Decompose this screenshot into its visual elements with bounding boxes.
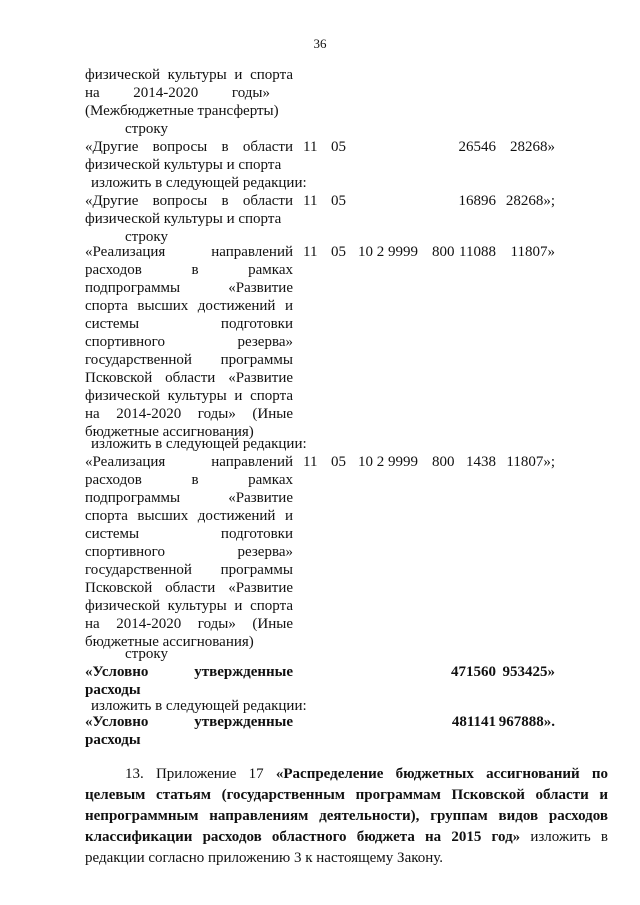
text-line: расходов в рамках	[85, 262, 293, 278]
amount-2014: 16896	[458, 193, 496, 209]
amount-2015: 28268»;	[505, 193, 555, 209]
text-line: «Условно утвержденные	[85, 664, 293, 680]
instruction-line: строку	[125, 121, 168, 137]
text-line: (Межбюджетные трансферты)	[85, 103, 279, 119]
text-line: Псковской области «Развитие	[85, 580, 293, 596]
text-line: системы подготовки	[85, 526, 293, 542]
amount-2015: 953425»	[502, 664, 555, 680]
text-line: на 2014-2020 годы»	[85, 85, 270, 101]
amount-2015: 11807»	[510, 244, 555, 260]
text-line: бюджетные ассигнования)	[85, 634, 254, 650]
row-text	[85, 663, 293, 699]
instruction-line: изложить в следующей редакции:	[91, 698, 307, 714]
row-text	[85, 453, 293, 651]
subsection-code: 05	[331, 193, 346, 209]
row-text	[85, 138, 293, 174]
text-line: «Условно утвержденные	[85, 714, 293, 730]
text-line: расходов в рамках	[85, 472, 293, 488]
text-line: физической культуры и спорта	[85, 598, 293, 614]
amount-2015: 11807»;	[506, 454, 555, 470]
text-line: государственной программы	[85, 562, 293, 578]
section-code: 11	[303, 244, 318, 260]
row-text	[85, 713, 293, 749]
subsection-code: 05	[331, 244, 346, 260]
text-line: Псковской области «Развитие	[85, 370, 293, 386]
text-line: системы подготовки	[85, 316, 293, 332]
subsection-code: 05	[331, 139, 346, 155]
target-article-code: 10 2 9999	[358, 244, 418, 260]
text-line: спортивного резерва»	[85, 334, 293, 350]
paragraph-13	[85, 764, 608, 869]
instruction-line: строку	[125, 646, 168, 662]
text-line: бюджетные ассигнования)	[85, 424, 254, 440]
subsection-code: 05	[331, 454, 346, 470]
row-text	[85, 243, 293, 441]
text-line: на 2014-2020 годы» (Иные	[85, 616, 293, 632]
text-line: физической культуры и спорта	[85, 211, 282, 227]
amount-2014: 26546	[458, 139, 496, 155]
text-line: физической культуры и спорта	[85, 157, 282, 173]
text-line: спортивного резерва»	[85, 544, 293, 560]
paragraph-tail: изложить в редакции согласно приложению 3 к настоящему Закону.	[85, 829, 608, 866]
text-line: «Другие вопросы в области	[85, 193, 293, 209]
text-line: «Реализация направлений	[85, 244, 293, 260]
text-line: расходы	[85, 682, 141, 698]
target-article-code: 10 2 9999	[358, 454, 418, 470]
page-number: 36	[313, 36, 327, 51]
instruction-line: изложить в следующей редакции:	[91, 436, 307, 452]
row-text	[85, 192, 293, 228]
row-text-continuation	[85, 66, 293, 120]
paragraph-bold-title: «Распределение бюджетных ассигнований по целевым статьям (государственным программам Псковской области и непрограммным направлениям деятельности), группам видов расходов классификации расходов областного бюджета на 2015 год»	[85, 766, 608, 845]
text-line: спорта высших достижений и	[85, 508, 293, 524]
text-line: «Другие вопросы в области	[85, 139, 293, 155]
amount-2014: 1438	[466, 454, 496, 470]
amount-2015: 28268»	[510, 139, 555, 155]
text-line: расходы	[85, 732, 141, 748]
instruction-line: изложить в следующей редакции:	[91, 175, 307, 191]
instruction-line: строку	[125, 229, 168, 245]
amount-2014: 11088	[459, 244, 496, 260]
text-line: подпрограммы «Развитие	[85, 280, 293, 296]
section-code: 11	[303, 193, 318, 209]
text-line: «Реализация направлений	[85, 454, 293, 470]
text-line: физической культуры и спорта	[85, 67, 293, 83]
text-line: спорта высших достижений и	[85, 298, 293, 314]
amount-2014: 471560	[451, 664, 496, 680]
text-line: на 2014-2020 годы» (Иные	[85, 406, 293, 422]
amount-2014: 481141	[451, 714, 496, 730]
paragraph-lead: 13. Приложение 17	[125, 766, 276, 782]
text-line: государственной программы	[85, 352, 293, 368]
expense-type-code: 800	[432, 454, 455, 470]
amount-2015: 967888».	[498, 714, 555, 730]
section-code: 11	[303, 454, 318, 470]
text-line: подпрограммы «Развитие	[85, 490, 293, 506]
section-code: 11	[303, 139, 318, 155]
expense-type-code: 800	[432, 244, 455, 260]
text-line: физической культуры и спорта	[85, 388, 293, 404]
